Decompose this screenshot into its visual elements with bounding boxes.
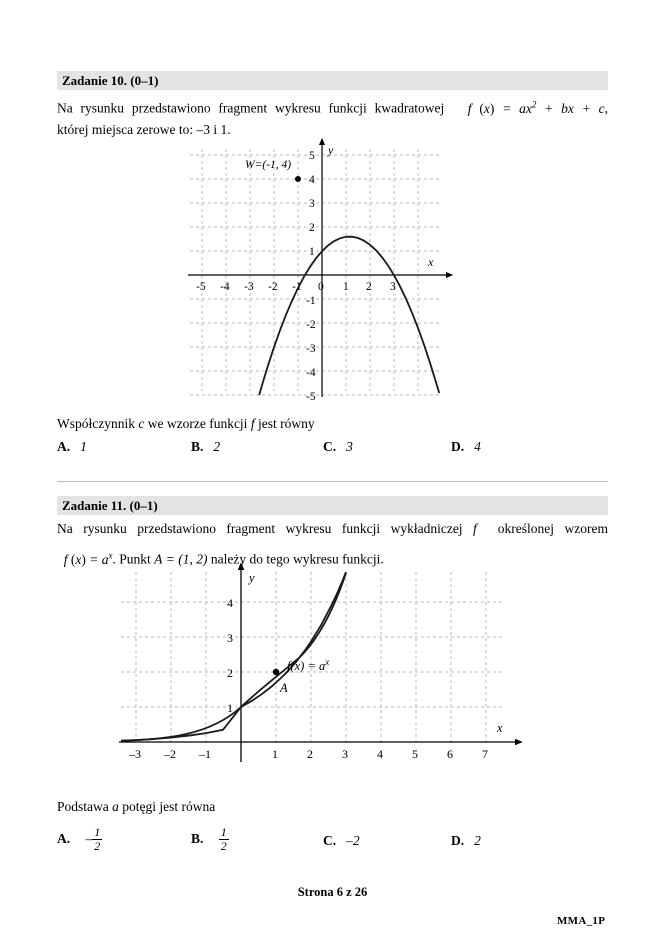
- svg-text:-4: -4: [220, 281, 230, 293]
- svg-text:-5: -5: [196, 281, 206, 293]
- vertex-label: W=(-1, 4): [245, 159, 292, 171]
- task-11-figure: [105, 562, 535, 782]
- task-11-header: [57, 496, 608, 515]
- svg-text:1: 1: [272, 747, 278, 761]
- grid-lines-horizontal: [121, 602, 505, 707]
- task-10-question-text: Współczynnik c we wzorze funkcji f jest równy: [57, 416, 315, 431]
- svg-text:6: 6: [447, 747, 453, 761]
- task-10-comma: ,: [604, 100, 608, 116]
- point-a: [273, 669, 279, 675]
- task-10-figure: [180, 135, 460, 410]
- svg-text:3: 3: [390, 281, 396, 293]
- task-10-option-b-value: 2: [213, 439, 221, 454]
- x-axis-label: x: [497, 721, 503, 735]
- task-10-option-d[interactable]: [451, 439, 481, 455]
- task-10-option-b[interactable]: [191, 439, 220, 455]
- svg-text:4: 4: [309, 174, 315, 186]
- svg-text:3: 3: [309, 198, 315, 210]
- task-10-option-c[interactable]: [323, 439, 353, 455]
- task-11-option-b-denominator: 2: [220, 838, 227, 853]
- task-11-option-b-fraction: [219, 826, 229, 852]
- svg-text:2: 2: [307, 747, 313, 761]
- task-10-option-a-value: 1: [80, 439, 87, 454]
- vertex-point: [295, 176, 301, 182]
- y-axis-label: y: [249, 571, 255, 585]
- parabola-chart: [180, 135, 460, 405]
- task-10-intro-line-2: której miejsca zerowe to: –3 i 1.: [57, 122, 231, 137]
- grid-lines-vertical: [136, 572, 486, 742]
- task-11-intro-line-1: [57, 516, 608, 542]
- task-11-option-a-label: A.: [57, 831, 71, 847]
- task-10-option-a[interactable]: [57, 439, 87, 455]
- task-10-question: [57, 411, 608, 437]
- task-11-option-a-denominator: 2: [94, 838, 101, 853]
- task-11-option-d-label: D.: [451, 833, 465, 848]
- task-10-formula: f $(x) = ax^2$ + bx + c: [467, 99, 605, 116]
- task-11-header-label: Zadanie 11. (0–1): [62, 497, 158, 513]
- svg-text:5: 5: [309, 150, 315, 162]
- svg-text:1: 1: [227, 701, 233, 715]
- task-11-intro-text: Na rysunku przedstawiono fragment wykresu funkcji wykładniczej f określonej wzorem: [57, 521, 608, 536]
- task-10-intro-text: Na rysunku przedstawiono fragment wykresu funkcji kwadratowej: [57, 100, 445, 116]
- svg-text:-5: -5: [306, 391, 316, 403]
- curve-label: $f(x) = a^x$: [287, 657, 330, 673]
- svg-text:4: 4: [377, 747, 383, 761]
- y-tick-labels: [227, 596, 233, 715]
- y-tick-labels: [306, 150, 316, 403]
- svg-text:-2: -2: [268, 281, 278, 293]
- task-11-option-c-label: C.: [323, 833, 337, 848]
- svg-text:-1: -1: [292, 281, 302, 293]
- svg-text:4: 4: [227, 596, 233, 610]
- svg-text:-2: -2: [306, 319, 316, 331]
- task-10-answers: [57, 439, 608, 461]
- svg-text:-3: -3: [306, 343, 316, 355]
- svg-text:3: 3: [227, 631, 233, 645]
- task-10-option-b-label: B.: [191, 439, 204, 454]
- task-10-option-a-label: A.: [57, 439, 71, 454]
- task-separator: [57, 481, 608, 482]
- task-10-header: [57, 71, 608, 90]
- svg-text:-4: -4: [306, 367, 316, 379]
- task-11-option-c-value: –2: [346, 833, 360, 848]
- task-11-formula: f $(x) = a^x$: [63, 550, 113, 567]
- svg-text:0: 0: [318, 281, 324, 293]
- task-11-option-a-numerator: 1: [94, 825, 101, 839]
- svg-text:1: 1: [309, 246, 315, 258]
- page-footer: Strona 6 z 26: [297, 885, 368, 899]
- task-11-option-a[interactable]: [57, 827, 102, 853]
- task-11-question-text: Podstawa a potęgi jest równa: [57, 799, 216, 814]
- svg-text:1: 1: [343, 281, 349, 293]
- task-11-option-a-sign: –: [85, 831, 93, 847]
- svg-text:–3: –3: [129, 747, 141, 761]
- x-tick-labels: [196, 281, 396, 293]
- task-11-answers: [57, 825, 608, 857]
- svg-text:5: 5: [412, 747, 418, 761]
- exam-code: MMA_1P: [557, 915, 606, 927]
- task-10-header-label: Zadanie 10. (0–1): [62, 72, 159, 88]
- task-11-option-a-fraction: [92, 826, 102, 852]
- svg-text:-3: -3: [244, 281, 254, 293]
- task-11-formula-rest: . Punkt A = (1, 2) należy do tego wykresu funkcji.: [112, 551, 384, 567]
- task-11-option-c[interactable]: [323, 833, 360, 849]
- task-11-option-d[interactable]: [451, 833, 481, 849]
- x-tick-labels: [128, 747, 488, 761]
- svg-text:-1: -1: [306, 295, 316, 307]
- task-10-option-d-value: 4: [474, 439, 481, 454]
- svg-text:2: 2: [227, 666, 233, 680]
- task-11-option-b-numerator: 1: [220, 825, 227, 839]
- task-10-option-c-label: C.: [323, 439, 337, 454]
- task-11-option-d-value: 2: [474, 833, 481, 848]
- exponential-curve: [121, 572, 346, 741]
- exponential-chart: [105, 562, 535, 777]
- svg-text:3: 3: [342, 747, 348, 761]
- svg-text:2: 2: [366, 281, 372, 293]
- svg-text:7: 7: [482, 747, 488, 761]
- y-axis-label: y: [328, 143, 334, 157]
- x-axis-label: x: [428, 255, 434, 269]
- svg-text:–1: –1: [199, 747, 211, 761]
- task-11-option-b[interactable]: [191, 827, 229, 853]
- task-10-option-d-label: D.: [451, 439, 465, 454]
- svg-text:–2: –2: [164, 747, 176, 761]
- task-10-option-c-value: 3: [346, 439, 353, 454]
- point-a-label: A: [280, 681, 288, 695]
- task-11-option-b-label: B.: [191, 831, 204, 847]
- svg-text:2: 2: [309, 222, 315, 234]
- task-11-question: [57, 794, 608, 820]
